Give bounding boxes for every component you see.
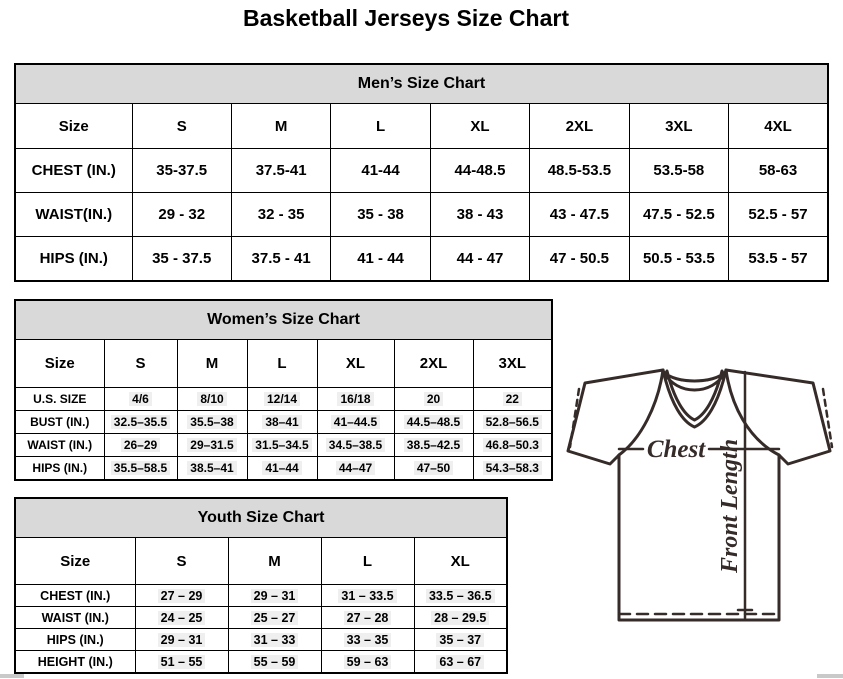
size-value-text: 24 – 25 bbox=[158, 611, 206, 625]
size-value-text: 44.5–48.5 bbox=[404, 415, 463, 429]
size-value bbox=[228, 585, 321, 607]
table-title-row bbox=[15, 64, 828, 104]
size-value bbox=[473, 434, 552, 457]
size-value-text: 32.5–35.5 bbox=[111, 415, 170, 429]
size-value-text: 35 – 37 bbox=[436, 633, 484, 647]
size-value bbox=[247, 388, 317, 411]
row-label: WAIST (IN.) bbox=[15, 607, 135, 629]
size-value: 38 - 43 bbox=[430, 193, 529, 237]
size-value: 37.5 - 41 bbox=[231, 237, 330, 282]
size-value-text: 33.5 – 36.5 bbox=[426, 589, 495, 603]
size-value-text: 51 – 55 bbox=[158, 655, 206, 669]
size-value: 47 - 50.5 bbox=[530, 237, 629, 282]
row-label: U.S. SIZE bbox=[15, 388, 104, 411]
size-value-text: 27 – 28 bbox=[344, 611, 392, 625]
size-value bbox=[321, 607, 414, 629]
size-value-text: 29 – 31 bbox=[158, 633, 206, 647]
size-value-text: 29–31.5 bbox=[187, 438, 236, 452]
table-row bbox=[15, 434, 552, 457]
table-title: Youth Size Chart bbox=[15, 498, 507, 538]
size-value: 50.5 - 53.5 bbox=[629, 237, 728, 282]
size-value-text: 41–44 bbox=[262, 461, 301, 475]
size-value bbox=[414, 651, 507, 674]
size-value bbox=[228, 607, 321, 629]
jersey-collar-lines bbox=[663, 370, 726, 427]
size-value-text: 31.5–34.5 bbox=[252, 438, 311, 452]
scrollbar-fragment-right bbox=[817, 674, 843, 678]
size-value: 41-44 bbox=[331, 149, 430, 193]
row-label: HIPS (IN.) bbox=[15, 237, 132, 282]
size-value-text: 52.8–56.5 bbox=[483, 415, 542, 429]
size-value-text: 47–50 bbox=[414, 461, 453, 475]
column-header: 4XL bbox=[729, 104, 828, 149]
table-row bbox=[15, 607, 507, 629]
table-row bbox=[15, 149, 828, 193]
size-value-text: 33 – 35 bbox=[344, 633, 392, 647]
size-value-text: 38.5–41 bbox=[187, 461, 236, 475]
size-value-text: 4/6 bbox=[129, 392, 152, 406]
size-value: 35 - 38 bbox=[331, 193, 430, 237]
column-header: M bbox=[177, 340, 247, 388]
size-value-text: 25 – 27 bbox=[251, 611, 299, 625]
table-row bbox=[15, 651, 507, 674]
size-value-text: 20 bbox=[424, 392, 443, 406]
column-header: Size bbox=[15, 104, 132, 149]
scrollbar-fragment-left bbox=[0, 674, 24, 678]
column-header: M bbox=[228, 538, 321, 585]
column-header: M bbox=[231, 104, 330, 149]
table-row bbox=[15, 193, 828, 237]
table-header-row bbox=[15, 104, 828, 149]
size-value bbox=[317, 434, 394, 457]
size-value bbox=[228, 651, 321, 674]
size-value-text: 29 – 31 bbox=[251, 589, 299, 603]
column-header: Size bbox=[15, 340, 104, 388]
size-value bbox=[247, 457, 317, 481]
size-value: 48.5-53.5 bbox=[530, 149, 629, 193]
size-value-text: 27 – 29 bbox=[158, 589, 206, 603]
womens-size-chart-table bbox=[14, 299, 553, 481]
size-value: 44-48.5 bbox=[430, 149, 529, 193]
size-value bbox=[473, 411, 552, 434]
row-label: CHEST (IN.) bbox=[15, 585, 135, 607]
table-header-row bbox=[15, 538, 507, 585]
table-row bbox=[15, 388, 552, 411]
column-header: L bbox=[321, 538, 414, 585]
size-value bbox=[321, 651, 414, 674]
column-header: S bbox=[135, 538, 228, 585]
size-value-text: 35.5–58.5 bbox=[111, 461, 170, 475]
size-value: 47.5 - 52.5 bbox=[629, 193, 728, 237]
size-value bbox=[321, 585, 414, 607]
row-label: CHEST (IN.) bbox=[15, 149, 132, 193]
size-value bbox=[104, 434, 177, 457]
table-header-row bbox=[15, 340, 552, 388]
size-value bbox=[321, 629, 414, 651]
size-value-text: 31 – 33.5 bbox=[338, 589, 396, 603]
size-value-text: 44–47 bbox=[336, 461, 375, 475]
column-header: XL bbox=[414, 538, 507, 585]
jersey-outline-shape bbox=[568, 370, 830, 620]
size-value bbox=[414, 607, 507, 629]
size-value bbox=[317, 411, 394, 434]
column-header: Size bbox=[15, 538, 135, 585]
size-value bbox=[394, 457, 473, 481]
size-value bbox=[177, 457, 247, 481]
size-value: 53.5-58 bbox=[629, 149, 728, 193]
size-value-text: 38.5–42.5 bbox=[404, 438, 463, 452]
table-row bbox=[15, 585, 507, 607]
size-value bbox=[473, 457, 552, 481]
size-value bbox=[394, 434, 473, 457]
table-row bbox=[15, 411, 552, 434]
size-value bbox=[135, 607, 228, 629]
column-header: XL bbox=[430, 104, 529, 149]
size-value bbox=[104, 388, 177, 411]
row-label: HIPS (IN.) bbox=[15, 629, 135, 651]
size-value-text: 35.5–38 bbox=[187, 415, 236, 429]
table-row bbox=[15, 457, 552, 481]
chest-label: Chest bbox=[646, 436, 706, 463]
row-label: HEIGHT (IN.) bbox=[15, 651, 135, 674]
size-value bbox=[247, 411, 317, 434]
row-label: WAIST(IN.) bbox=[15, 193, 132, 237]
size-value bbox=[177, 388, 247, 411]
size-value bbox=[317, 388, 394, 411]
column-header: 3XL bbox=[473, 340, 552, 388]
size-value: 35 - 37.5 bbox=[132, 237, 231, 282]
size-value bbox=[394, 411, 473, 434]
size-value-text: 28 – 29.5 bbox=[431, 611, 489, 625]
size-value: 52.5 - 57 bbox=[729, 193, 828, 237]
row-label: HIPS (IN.) bbox=[15, 457, 104, 481]
size-value bbox=[104, 411, 177, 434]
size-value: 44 - 47 bbox=[430, 237, 529, 282]
size-value-text: 41–44.5 bbox=[331, 415, 380, 429]
column-header: S bbox=[132, 104, 231, 149]
column-header: L bbox=[247, 340, 317, 388]
front-length-label: Front Length bbox=[717, 438, 743, 573]
jersey-diagram bbox=[563, 363, 839, 625]
size-value bbox=[414, 629, 507, 651]
column-header: L bbox=[331, 104, 430, 149]
page-title: Basketball Jerseys Size Chart bbox=[242, 5, 569, 31]
size-value: 37.5-41 bbox=[231, 149, 330, 193]
table-title-row bbox=[15, 300, 552, 340]
table-row bbox=[15, 629, 507, 651]
size-value-text: 54.3–58.3 bbox=[483, 461, 542, 475]
size-value bbox=[414, 585, 507, 607]
size-value-text: 22 bbox=[503, 392, 522, 406]
size-value-text: 46.8–50.3 bbox=[483, 438, 542, 452]
size-value bbox=[317, 457, 394, 481]
size-value: 43 - 47.5 bbox=[530, 193, 629, 237]
size-value bbox=[228, 629, 321, 651]
table-title-row bbox=[15, 498, 507, 538]
size-value bbox=[247, 434, 317, 457]
column-header: 2XL bbox=[394, 340, 473, 388]
size-value bbox=[135, 629, 228, 651]
size-value bbox=[104, 457, 177, 481]
column-header: 2XL bbox=[530, 104, 629, 149]
size-value: 32 - 35 bbox=[231, 193, 330, 237]
size-value-text: 55 – 59 bbox=[251, 655, 299, 669]
size-value-text: 63 – 67 bbox=[436, 655, 484, 669]
size-value bbox=[177, 411, 247, 434]
row-label: BUST (IN.) bbox=[15, 411, 104, 434]
size-value: 35-37.5 bbox=[132, 149, 231, 193]
column-header: XL bbox=[317, 340, 394, 388]
youth-size-chart-table bbox=[14, 497, 508, 674]
size-value: 41 - 44 bbox=[331, 237, 430, 282]
size-value bbox=[135, 585, 228, 607]
row-label: WAIST (IN.) bbox=[15, 434, 104, 457]
size-value bbox=[135, 651, 228, 674]
table-title: Women’s Size Chart bbox=[15, 300, 552, 340]
size-value-text: 26–29 bbox=[121, 438, 160, 452]
size-value-text: 34.5–38.5 bbox=[326, 438, 385, 452]
column-header: 3XL bbox=[629, 104, 728, 149]
size-value-text: 8/10 bbox=[197, 392, 226, 406]
size-value: 53.5 - 57 bbox=[729, 237, 828, 282]
size-value: 29 - 32 bbox=[132, 193, 231, 237]
size-value-text: 16/18 bbox=[337, 392, 373, 406]
size-value: 58-63 bbox=[729, 149, 828, 193]
size-value bbox=[177, 434, 247, 457]
size-value-text: 38–41 bbox=[262, 415, 301, 429]
column-header: S bbox=[104, 340, 177, 388]
size-value-text: 59 – 63 bbox=[344, 655, 392, 669]
table-title: Men’s Size Chart bbox=[15, 64, 828, 104]
size-value bbox=[394, 388, 473, 411]
size-value bbox=[473, 388, 552, 411]
size-value-text: 12/14 bbox=[264, 392, 300, 406]
table-row bbox=[15, 237, 828, 282]
mens-size-chart-table bbox=[14, 63, 829, 282]
size-value-text: 31 – 33 bbox=[251, 633, 299, 647]
